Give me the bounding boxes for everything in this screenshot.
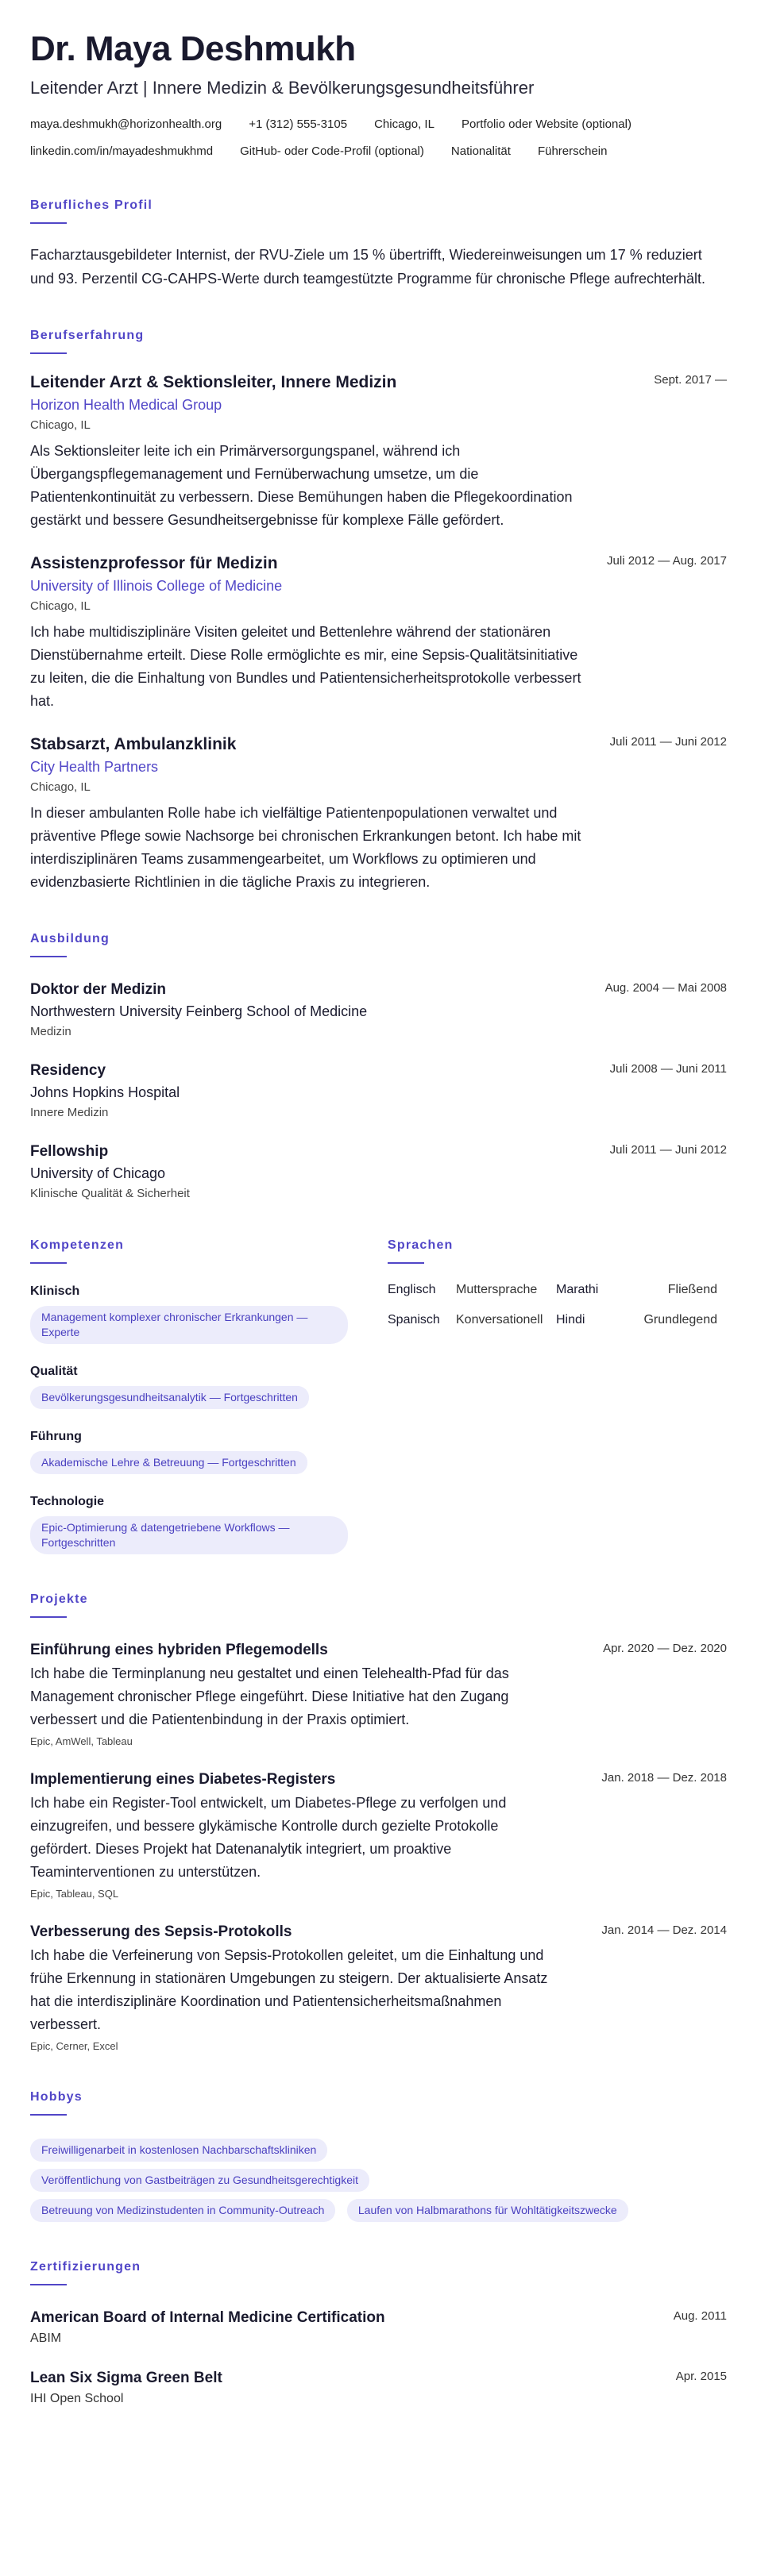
section-divider (30, 1616, 67, 1618)
degree: Fellowship (30, 1143, 109, 1160)
project-item (30, 1642, 727, 1747)
institution: Northwestern University Feinberg School of Medicine (30, 1003, 368, 1019)
degree: Residency (30, 1062, 106, 1079)
contact-portfolio[interactable]: Portfolio oder Website (optional) (461, 117, 631, 131)
project-tech: Epic, AmWell, Tableau (30, 1735, 133, 1747)
education-item (30, 1062, 727, 1119)
certification-date: Apr. 2015 (675, 2370, 727, 2383)
hobby-pill: Veröffentlichung von Gastbeiträgen zu Gesundheitsgerechtigkeit (30, 2169, 369, 2192)
section-divider (388, 1262, 424, 1264)
contact-license: Führerschein (537, 144, 608, 158)
candidate-name: Dr. Maya Deshmukh (30, 29, 356, 68)
contact-nationality: Nationalität (450, 144, 511, 158)
project-item (30, 1923, 727, 2052)
skill-category: Technologie (30, 1495, 105, 1508)
education-dates: Juli 2011 — Juni 2012 (609, 1143, 727, 1157)
project-tech: Epic, Tableau, SQL (30, 1888, 119, 1900)
certification-name: American Board of Internal Medicine Certification (30, 2309, 385, 2326)
certification-date: Aug. 2011 (673, 2309, 727, 2323)
certification-issuer: ABIM (30, 2331, 62, 2345)
job-location: Chicago, IL (30, 780, 91, 794)
job-title: Stabsarzt, Ambulanzklinik (30, 735, 237, 753)
section-title: Berufliches Profil (30, 198, 153, 212)
job-location: Chicago, IL (30, 418, 91, 432)
certification-issuer: IHI Open School (30, 2392, 124, 2405)
section-title: Hobbys (30, 2090, 83, 2104)
hobby-pill: Laufen von Halbmarathons für Wohltätigkeitszwecke (347, 2199, 628, 2222)
contact-location: Chicago, IL (374, 117, 435, 131)
section-title: Ausbildung (30, 932, 110, 945)
employer: Horizon Health Medical Group (30, 397, 222, 413)
skill-group (30, 1430, 388, 1474)
education-section (30, 932, 727, 1200)
section-title: Projekte (30, 1592, 88, 1606)
education-item (30, 981, 727, 1038)
certification-name: Lean Six Sigma Green Belt (30, 2370, 222, 2386)
headline: Leitender Arzt | Innere Medizin & Bevölkerungsgesundheitsführer (30, 78, 535, 98)
experience-section (30, 329, 727, 894)
education-dates: Juli 2008 — Juni 2011 (609, 1062, 727, 1076)
languages-table (388, 1281, 717, 1329)
certification-item (30, 2309, 727, 2346)
language-level: Grundlegend (643, 1313, 717, 1327)
skill-pill: Bevölkerungsgesundheitsanalytik — Fortgeschritten (30, 1386, 309, 1409)
projects-section (30, 1592, 727, 2052)
contact-info-2 (30, 143, 727, 160)
hobby-list (30, 2131, 727, 2222)
language-row (388, 1311, 717, 1329)
section-title: Zertifizierungen (30, 2260, 141, 2274)
language-name: Marathi (556, 1283, 599, 1296)
education-item (30, 1143, 727, 1200)
degree: Doktor der Medizin (30, 981, 167, 998)
job-description: Als Sektionsleiter leite ich ein Primärversorgungspanel, während ich Übergangspflegemanagement und Fernüberwachung umsetze, um die Patientenkontinuität zu verbessern. Diese Bemühungen haben die Pflegekoordination gestärkt und bessere Gesundheitsergebnisse für komplexe Fälle gefördert. (30, 443, 573, 528)
section-title: Berufserfahrung (30, 329, 145, 342)
section-divider (30, 352, 67, 354)
skill-group (30, 1495, 388, 1554)
job-dates: Juli 2012 — Aug. 2017 (607, 554, 727, 568)
skill-category: Klinisch (30, 1284, 80, 1298)
experience-item (30, 373, 727, 532)
skill-group (30, 1365, 388, 1409)
skill-category: Führung (30, 1430, 82, 1443)
project-description: Ich habe die Terminplanung neu gestaltet und einen Telehealth-Pfad für das Management chronischer Pflege eingeführt. Diese Initiative hat den Zugang verbessert und die Patientenbindung in der Praxis optimiert. (30, 1665, 509, 1727)
languages-section (388, 1238, 717, 1554)
contact-github[interactable]: GitHub- oder Code-Profil (optional) (240, 144, 424, 158)
project-tech: Epic, Cerner, Excel (30, 2040, 118, 2052)
certifications-section (30, 2260, 727, 2406)
project-dates: Apr. 2020 — Dez. 2020 (603, 1642, 727, 1655)
language-level: Muttersprache (456, 1283, 538, 1296)
project-dates: Jan. 2018 — Dez. 2018 (601, 1771, 727, 1785)
project-dates: Jan. 2014 — Dez. 2014 (601, 1923, 727, 1937)
employer: City Health Partners (30, 759, 159, 775)
experience-item (30, 554, 727, 713)
section-divider (30, 222, 67, 224)
project-item (30, 1771, 727, 1900)
language-name: Hindi (556, 1313, 585, 1327)
skill-pill: Management komplexer chronischer Erkrankungen — Experte (30, 1306, 348, 1344)
job-title: Assistenzprofessor für Medizin (30, 554, 278, 572)
job-dates: Sept. 2017 — (654, 373, 727, 387)
contact-email[interactable]: maya.deshmukh@horizonhealth.org (30, 117, 222, 131)
experience-item (30, 735, 727, 894)
section-divider (30, 2114, 67, 2116)
field-of-study: Innere Medizin (30, 1106, 109, 1119)
skill-category: Qualität (30, 1365, 78, 1378)
field-of-study: Medizin (30, 1025, 71, 1038)
section-divider (30, 2284, 67, 2285)
job-description: In dieser ambulanten Rolle habe ich vielfältige Patientenpopulationen verwaltet und präventive Pflege sowie Nachsorge bei chronischen Erkrankungen betont. Ich habe mit interdisziplinären Teams zusammengearbeitet, um Workflows zu optimieren und evidenzbasierte Richtlinien in die tägliche Praxis zu integrieren. (30, 805, 581, 890)
project-name: Einführung eines hybriden Pflegemodells (30, 1642, 328, 1658)
language-name: Spanisch (388, 1313, 440, 1327)
skills-section (30, 1238, 388, 1554)
hobbies-section (30, 2090, 727, 2222)
project-name: Implementierung eines Diabetes-Registers (30, 1771, 336, 1788)
education-dates: Aug. 2004 — Mai 2008 (604, 981, 727, 995)
skill-pill: Epic-Optimierung & datengetriebene Workflows — Fortgeschritten (30, 1516, 348, 1554)
contact-phone[interactable]: +1 (312) 555-3105 (249, 117, 348, 131)
language-row (388, 1281, 717, 1299)
job-location: Chicago, IL (30, 599, 91, 613)
skill-pill: Akademische Lehre & Betreuung — Fortgeschritten (30, 1451, 307, 1474)
project-description: Ich habe die Verfeinerung von Sepsis-Protokollen geleitet, um die Einhaltung und frühe Erkennung in stationären Umgebungen zu steigern. Der aktualisierte Ansatz hat die interdisziplinäre Koordination und Patientensicherheitsmaßnahmen verbessert. (30, 1947, 548, 2032)
section-title: Sprachen (388, 1238, 454, 1252)
project-description: Ich habe ein Register-Tool entwickelt, um Diabetes-Pflege zu verfolgen und einzugreifen, und bessere glykämische Kontrolle durch gezielte Protokolle gefördert. Dieses Projekt hat Datenanalytik integriert, um proaktive Teaminterventionen zu unterstützen. (30, 1795, 507, 1880)
language-level: Fließend (667, 1283, 717, 1296)
institution: Johns Hopkins Hospital (30, 1084, 180, 1100)
language-level: Konversationell (456, 1313, 543, 1327)
employer: University of Illinois College of Medicine (30, 578, 283, 594)
contact-info (30, 116, 727, 133)
skill-group (30, 1284, 388, 1344)
job-dates: Juli 2011 — Juni 2012 (609, 735, 727, 749)
section-divider (30, 956, 67, 957)
job-description: Ich habe multidisziplinäre Visiten geleitet und Bettenlehre während der stationären Dienstübernahme erteilt. Diese Rolle ermöglichte es mir, eine Sepsis-Qualitätsinitiative zu leiten, die die Einhaltung von Bundles und Patientensicherheitsprotokolle verbessert hat. (30, 624, 581, 709)
language-name: Englisch (388, 1283, 436, 1296)
project-name: Verbesserung des Sepsis-Protokolls (30, 1923, 292, 1940)
section-divider (30, 1262, 67, 1264)
profile-summary: Facharztausgebildeter Internist, der RVU-Ziele um 15 % übertrifft, Wiedereinweisungen um 17 % reduziert und 93. Perzentil CG-CAHPS-Werte durch teamgestützte Programme für chronische Pflege aufrechterhält. (30, 247, 706, 287)
contact-linkedin[interactable]: linkedin.com/in/mayadeshmukhmd (30, 144, 214, 158)
profile-section (30, 198, 727, 291)
skills-languages-row (30, 1238, 727, 1554)
institution: University of Chicago (30, 1165, 166, 1181)
field-of-study: Klinische Qualität & Sicherheit (30, 1187, 190, 1200)
hobby-pill: Freiwilligenarbeit in kostenlosen Nachbarschaftskliniken (30, 2139, 327, 2162)
section-title: Kompetenzen (30, 1238, 125, 1252)
certification-item (30, 2370, 727, 2406)
job-title: Leitender Arzt & Sektionsleiter, Innere Medizin (30, 373, 397, 391)
hobby-pill: Betreuung von Medizinstudenten in Community-Outreach (30, 2199, 335, 2222)
